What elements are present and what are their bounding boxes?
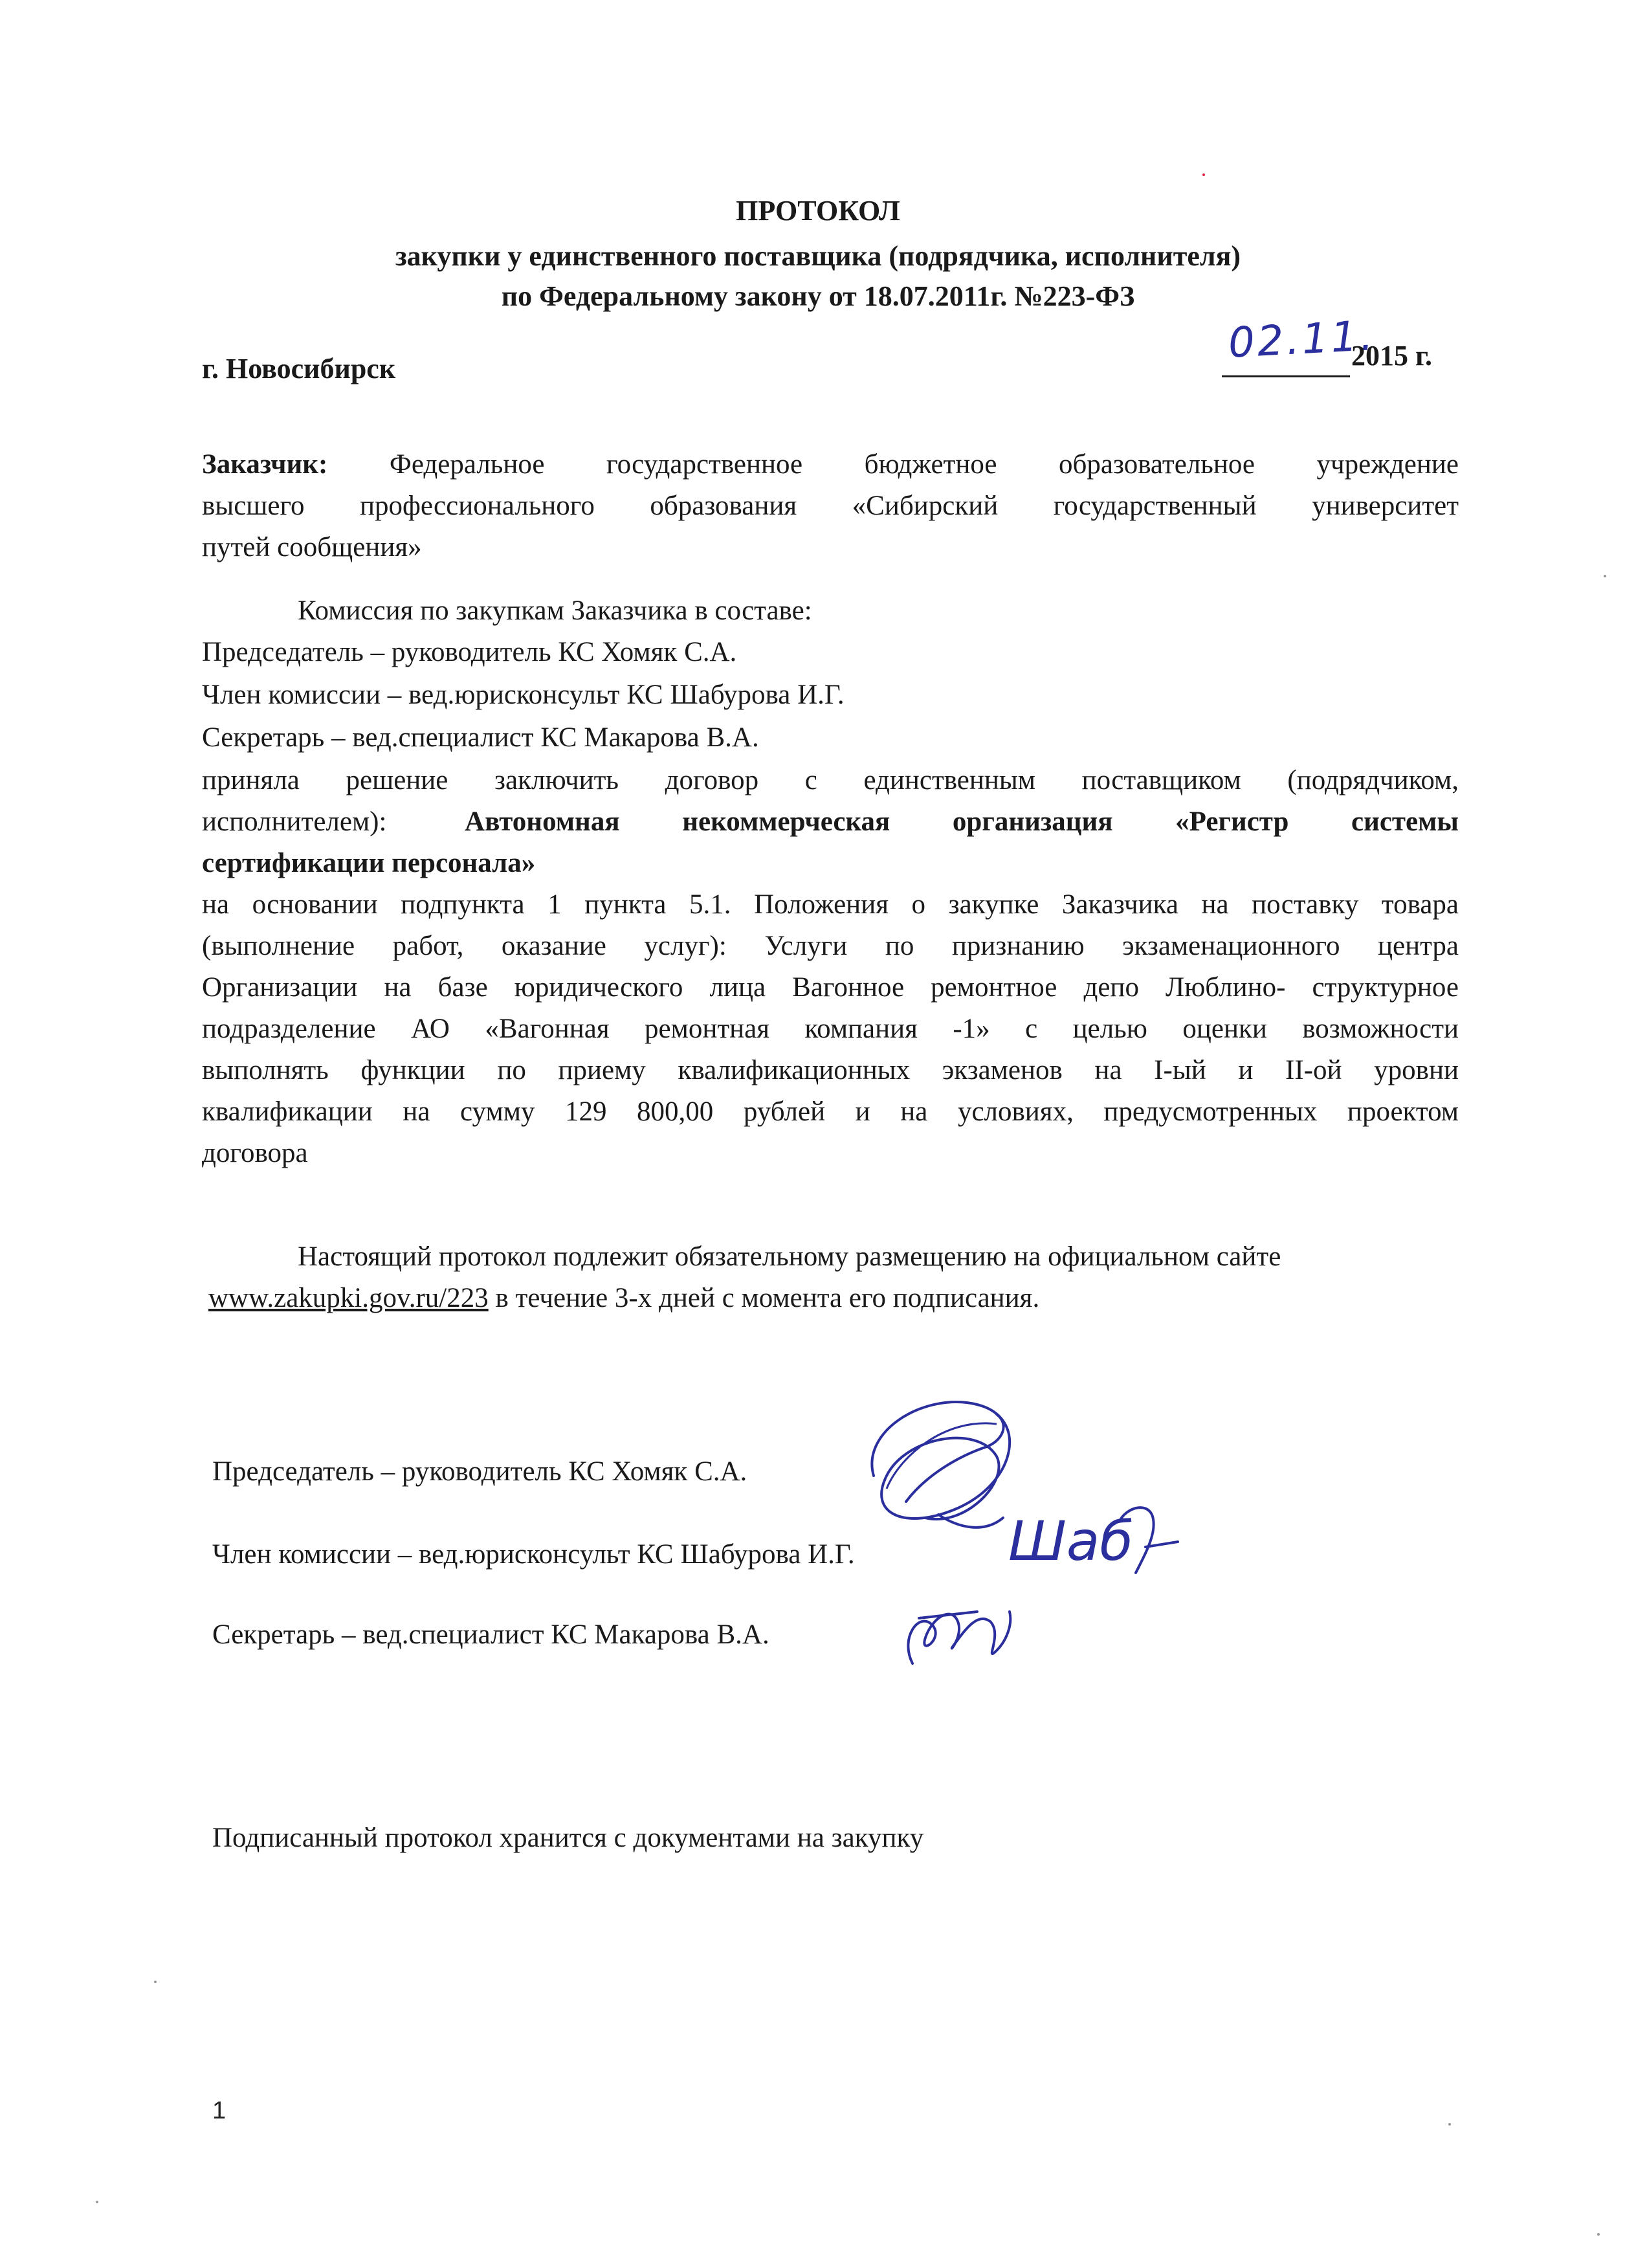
document-subtitle-2: по Федеральному закону от 18.07.2011г. №223-ФЗ: [501, 280, 1135, 312]
basis-line-7: договора: [202, 1138, 308, 1168]
date-underline: [1222, 375, 1350, 377]
signature-secretary-label: Секретарь – вед.специалист КС Макарова В.А.: [212, 1619, 769, 1650]
customer-label: Заказчик:: [202, 449, 328, 480]
zakupki-link[interactable]: www.zakupki.gov.ru/223: [208, 1283, 489, 1313]
publication-rest: в течение 3-х дней с момента его подписания.: [488, 1283, 1040, 1313]
supplier-name-2: сертификации персонала»: [202, 848, 536, 878]
commission-intro: Комиссия по закупкам Заказчика в составе:: [298, 595, 812, 626]
supplier-name-1: Автономная некоммерческая организация «Регистр системы: [465, 806, 1459, 837]
document-subtitle-1: закупки у единственного поставщика (подрядчика, исполнителя): [395, 240, 1241, 272]
customer-line-2: высшего профессионального образования «Сибирский государственный университет: [202, 491, 1459, 521]
scan-speck: [1448, 2123, 1451, 2126]
handwritten-date: 02.11.: [1227, 312, 1377, 368]
basis-line-2: (выполнение работ, оказание услуг): Услуги по признанию экзаменационного центра: [202, 931, 1459, 961]
basis-line-4: подразделение АО «Вагонная ремонтная компания -1» с целью оценки возможности: [202, 1014, 1459, 1044]
scan-speck: [1202, 173, 1205, 176]
basis-line-3: Организации на базе юридического лица Вагонное ремонтное депо Люблино- структурное: [202, 972, 1459, 1003]
secretary-signature: [893, 1586, 1022, 1683]
scan-speck: [96, 2201, 98, 2203]
place: г. Новосибирск: [202, 353, 396, 384]
customer-text-1: Федеральное государственное бюджетное образовательное учреждение: [389, 449, 1459, 480]
decision-line-2: [202, 803, 1459, 841]
member-signature-text: Шаб: [1008, 1509, 1134, 1573]
page-number: 1: [212, 2097, 227, 2124]
basis-line-1: на основании подпункта 1 пункта 5.1. Положения о закупке Заказчика на поставку товара: [202, 889, 1459, 920]
document-title: ПРОТОКОЛ: [736, 195, 900, 227]
decision-prefix: исполнителем):: [202, 806, 387, 837]
commission-secretary: Секретарь – вед.специалист КС Макарова В.А.: [202, 722, 759, 753]
date-year: 2015 г.: [1351, 340, 1433, 372]
scan-speck: [1597, 2233, 1600, 2236]
signature-chairman-label: Председатель – руководитель КС Хомяк С.А.: [212, 1456, 747, 1487]
commission-member: Член комиссии – вед.юрисконсульт КС Шабурова И.Г.: [202, 680, 845, 710]
scan-speck: [1604, 575, 1606, 577]
publication-line-2: [208, 1279, 1039, 1318]
decision-line-1: приняла решение заключить договор с единственным поставщиком (подрядчиком,: [202, 765, 1459, 795]
basis-line-5: выполнять функции по приему квалификационных экзаменов на I-ый и II-ой уровни: [202, 1055, 1459, 1085]
customer-line-3: путей сообщения»: [202, 532, 422, 562]
scan-speck: [154, 1981, 157, 1983]
commission-chairman: Председатель – руководитель КС Хомяк С.А.: [202, 637, 737, 667]
customer-line-1: [202, 445, 1459, 484]
footer-note: Подписанный протокол хранится с документами на закупку: [212, 1823, 924, 1853]
basis-line-6: квалификации на сумму 129 800,00 рублей и на условиях, предусмотренных проектом: [202, 1096, 1459, 1127]
member-signature: [997, 1495, 1184, 1586]
publication-line-1: Настоящий протокол подлежит обязательному размещению на официальном сайте: [298, 1241, 1281, 1272]
signature-member-label: Член комиссии – вед.юрисконсульт КС Шабурова И.Г.: [212, 1539, 855, 1570]
